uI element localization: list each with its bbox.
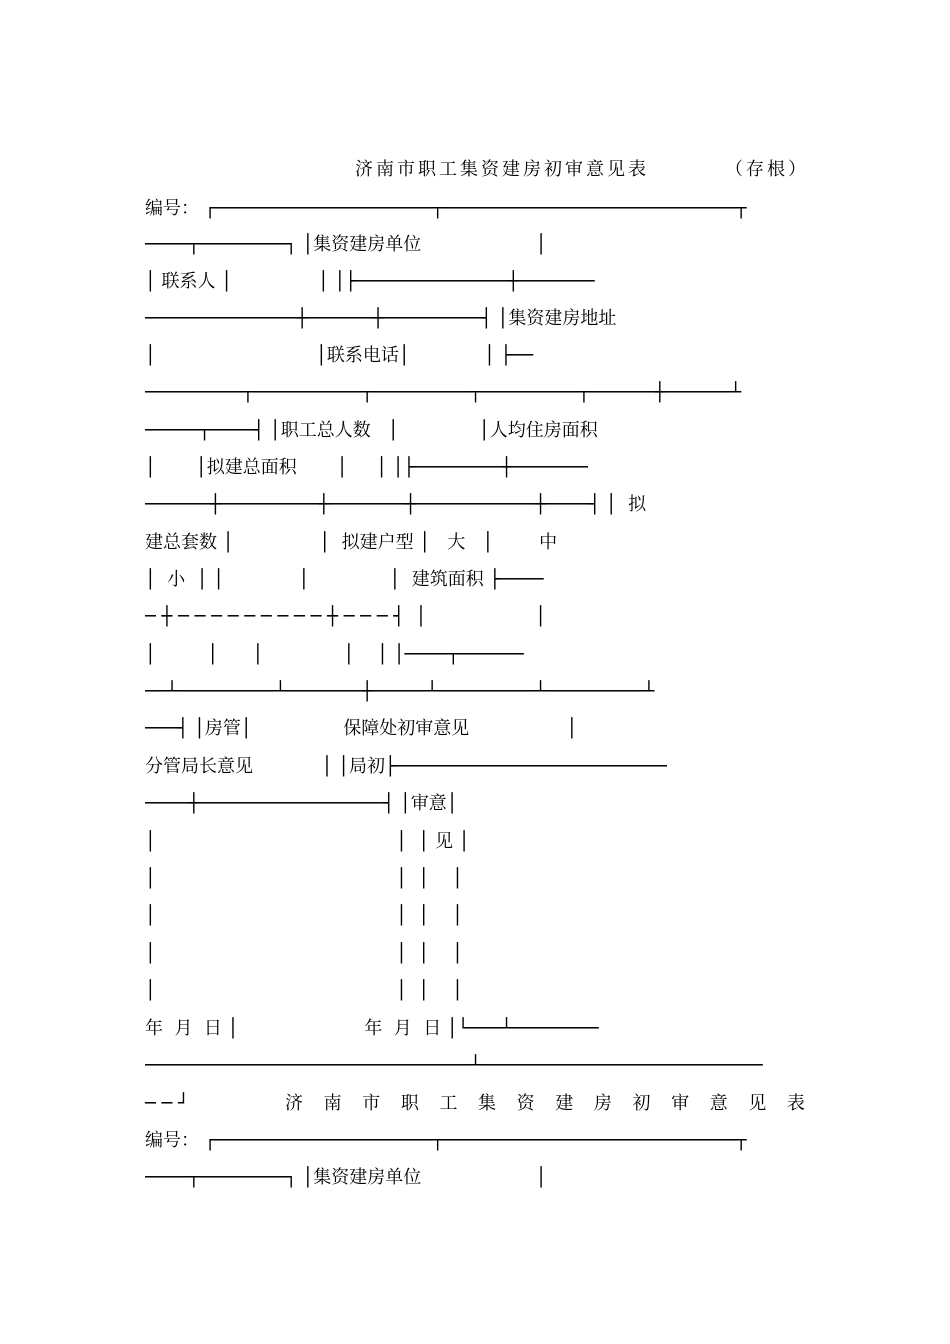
title-char: 意 — [709, 1093, 728, 1114]
text-line: │ │ │ │ │ │────┬────── — [145, 644, 524, 665]
text-line: 编号： ┌────────────────────┬───────────────────────────┬ — [145, 198, 747, 219]
document-title: 济南市职工集资建房初审意见表 — [355, 159, 649, 180]
text-line: ────┼─────────────────┤ │审意│ — [145, 793, 458, 814]
title-char: 工 — [439, 1093, 458, 1114]
title-char: 房 — [593, 1093, 612, 1114]
text-line: 编号： ┌────────────────────┬───────────────────────────┬ — [145, 1130, 747, 1151]
text-line: ───┤ │房管│ 保障处初审意见 │ — [145, 718, 578, 739]
title-char: 表 — [786, 1093, 805, 1114]
text-line: │ 小 │ │ │ │ 建筑面积 ├──── — [145, 569, 544, 590]
text-line: │ │联系电话│ │ ├── — [145, 345, 534, 366]
text-line: ─────────┬──────────┬─────────┬─────────┬──────┼──────┴ — [145, 382, 742, 403]
title-char: 集 — [478, 1093, 497, 1114]
text-line: │ │ │ 见 │ — [145, 831, 470, 852]
text-line: │ │ │ │ — [145, 943, 463, 964]
second-form-title — [285, 1092, 805, 1116]
text-line: │ │ │ │ — [145, 980, 463, 1001]
title-char: 审 — [671, 1093, 690, 1114]
title-char: 南 — [323, 1093, 342, 1114]
title-char: 市 — [362, 1093, 381, 1114]
title-char: 见 — [748, 1093, 767, 1114]
text-line: │ │ │ │ — [145, 905, 463, 926]
text-line: ─ ┼ ─ ─ ─ ─ ─ ─ ─ ─ ─ ┼ ─ ─ ─ ┤ │ │ — [145, 606, 547, 627]
text-line: │ 联系人 │ │ │├──────────────┼─────── — [145, 271, 595, 292]
text-line: ──┴─────────┴───────┼─────┴─────────┴─────────┴ — [145, 681, 655, 702]
title-char: 初 — [632, 1093, 651, 1114]
text-line: ──────────────────────────────┴────────────────────────── — [145, 1055, 763, 1076]
document-title-stub: （存根） — [725, 159, 809, 180]
title-char: 资 — [516, 1093, 535, 1114]
second-form-prefix: ─ ─ ┘ — [145, 1093, 189, 1114]
title-char: 职 — [400, 1093, 419, 1114]
text-line: │ │拟建总面积 │ │ │├────────┼─────── — [145, 457, 588, 478]
text-line: 分管局长意见 │ │局初├───────────────────────── — [145, 756, 667, 777]
title-char: 济 — [285, 1093, 303, 1114]
text-line: ────┬────────┐ │集资建房单位 │ — [145, 234, 547, 255]
text-line: │ │ │ │ — [145, 868, 463, 889]
text-line: ──────────────┼──────┼─────────┤ │集资建房地址 — [145, 308, 617, 329]
text-line: 建总套数 │ │ 拟建户型 │ 大 │ 中 — [145, 532, 558, 553]
text-line: ──────┼─────────┼───────┼───────────┼────┤ │ 拟 — [145, 494, 647, 515]
text-line: ─────┬────┤ │职工总人数 │ │人均住房面积 — [145, 420, 598, 441]
text-line: ────┬────────┐ │集资建房单位 │ — [145, 1167, 547, 1188]
text-line: 年 月 日 │ 年 月 日 │└───┴──────── — [145, 1018, 599, 1039]
title-char: 建 — [555, 1093, 574, 1114]
